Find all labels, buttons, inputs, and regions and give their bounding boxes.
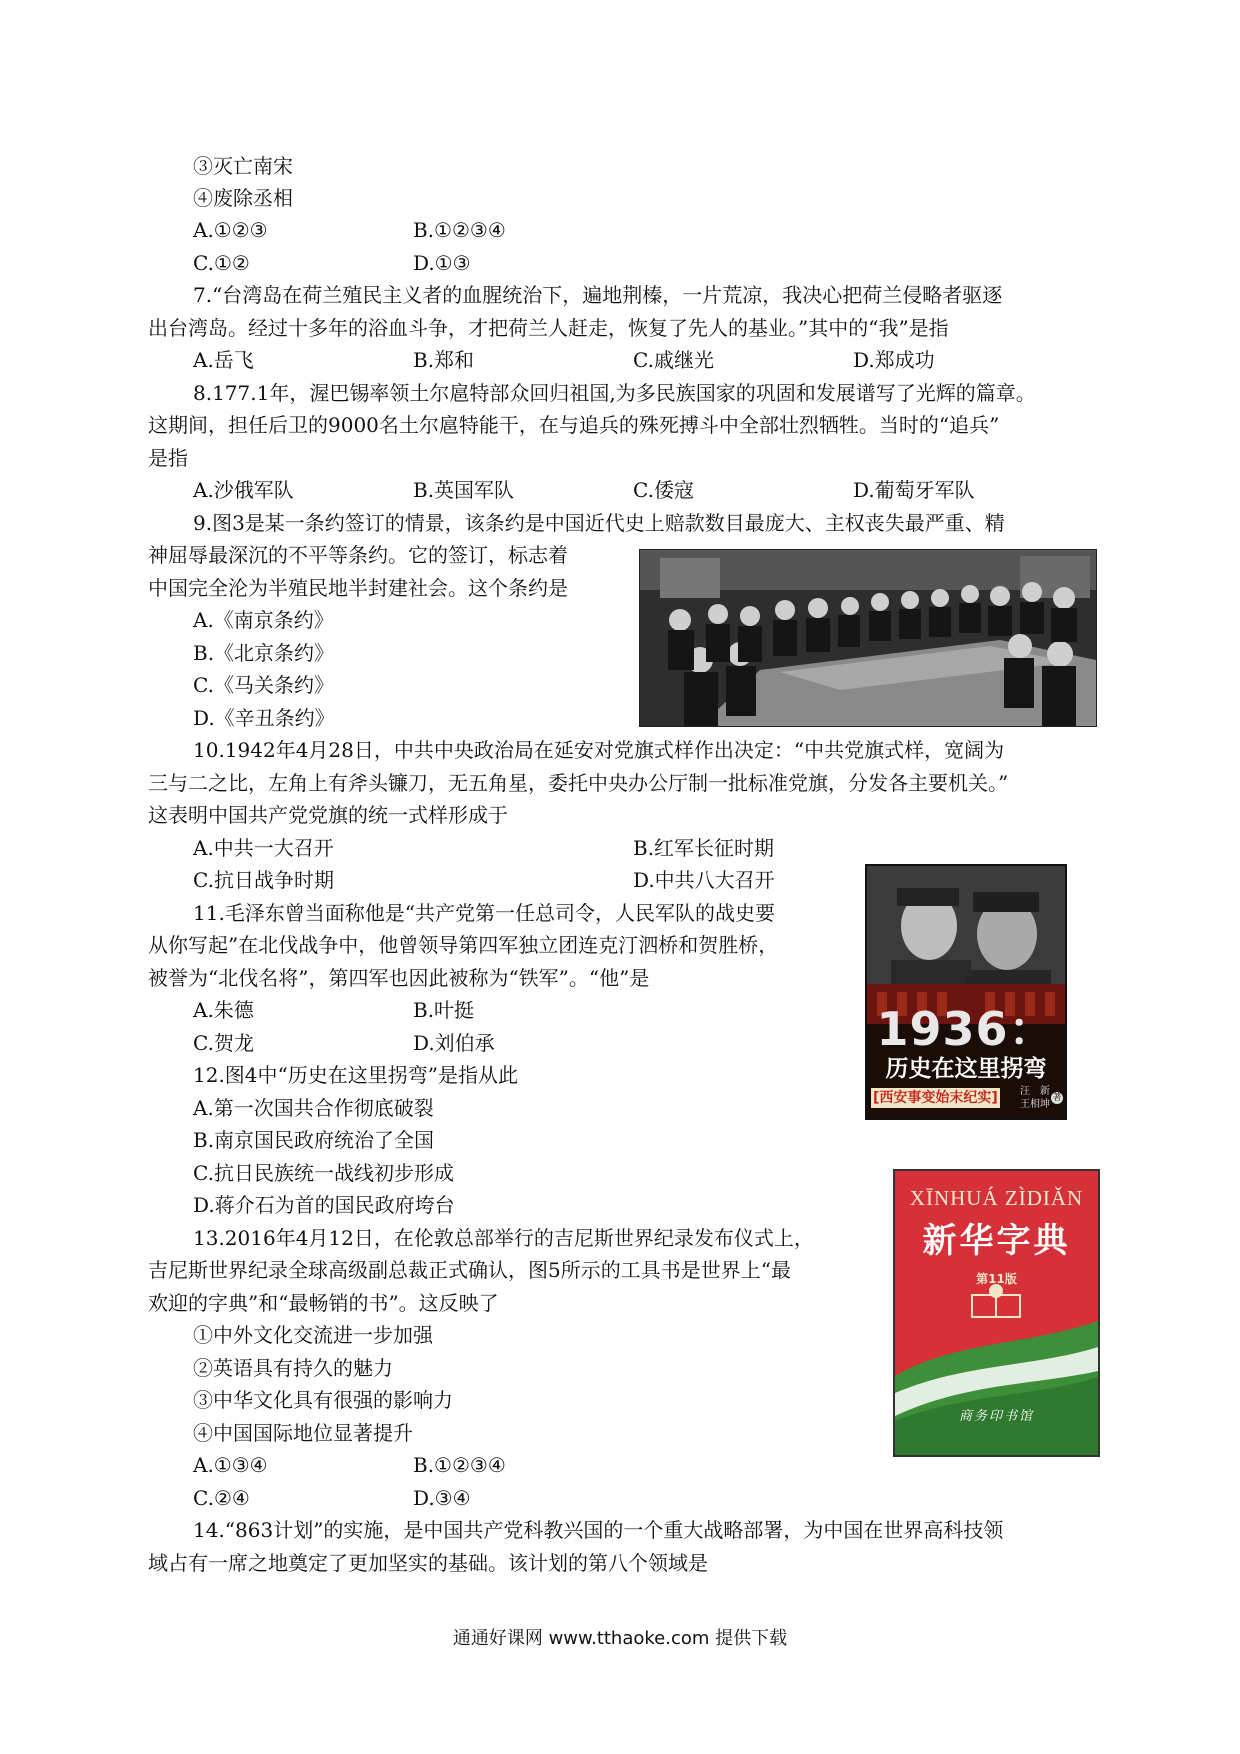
q7-text-line2: 出台湾岛。经过十多年的浴血斗争，才把荷兰人赶走，恢复了先人的基业。”其中的“我”是指 bbox=[148, 316, 949, 340]
q7-option-a: A.岳飞 bbox=[193, 348, 254, 372]
book1-author-1: 汪 新 bbox=[1020, 1086, 1050, 1097]
q8-option-d: D.葡萄牙军队 bbox=[853, 478, 975, 502]
q9-text-line2: 神屈辱最深沉的不平等条约。它的签订，标志着 bbox=[148, 543, 568, 567]
book1-author-mark: 著 bbox=[1052, 1093, 1062, 1103]
q12-option-b: B.南京国民政府统治了全国 bbox=[193, 1128, 435, 1152]
q7-option-b: B.郑和 bbox=[413, 348, 475, 372]
q6-option-b: B.①②③④ bbox=[413, 218, 506, 242]
q9-option-b: B.《北京条约》 bbox=[193, 641, 335, 665]
q12-option-d: D.蒋介石为首的国民政府垮台 bbox=[193, 1193, 455, 1217]
q12-text-line1: 12.图4中“历史在这里拐弯”是指从此 bbox=[193, 1063, 518, 1087]
q8-option-b: B.英国军队 bbox=[413, 478, 515, 502]
q13-option-b: B.①②③④ bbox=[413, 1453, 506, 1477]
q11-text-line3: 被誉为“北伐名将”，第四军也因此被称为“铁军”。“他”是 bbox=[148, 966, 650, 990]
q8-text-line2: 这期间，担任后卫的9000名土尔扈特能干，在与追兵的殊死搏斗中全部壮烈牺牲。当时的“追兵” bbox=[148, 413, 1000, 437]
q13-item-2: ②英语具有持久的魅力 bbox=[193, 1356, 393, 1380]
q13-option-a: A.①③④ bbox=[193, 1453, 268, 1477]
q12-option-c: C.抗日民族统一战线初步形成 bbox=[193, 1161, 454, 1185]
q14-text-line2: 域占有一席之地奠定了更加坚实的基础。该计划的第八个领域是 bbox=[148, 1551, 708, 1575]
q13-item-1: ①中外文化交流进一步加强 bbox=[193, 1323, 433, 1347]
q8-text-line1: 8.177.1年，渥巴锡率领土尔扈特部众回归祖国,为多民族国家的巩固和发展谱写了光辉的篇章。 bbox=[193, 381, 1036, 405]
book1-author-2: 王相坤 bbox=[1020, 1099, 1050, 1110]
q9-option-d: D.《辛丑条约》 bbox=[193, 706, 335, 730]
q8-text-line3: 是指 bbox=[148, 446, 188, 470]
book1-subtitle: [西安事变始末纪实] bbox=[873, 1090, 998, 1106]
xinhua-dictionary-cover bbox=[893, 1169, 1100, 1457]
book-cover-1936 bbox=[865, 864, 1067, 1120]
q7-option-d: D.郑成功 bbox=[853, 348, 935, 372]
q11-option-c: C.贺龙 bbox=[193, 1031, 254, 1055]
q14-text-line1: 14.“863计划”的实施，是中国共产党科教兴国的一个重大战略部署，为中国在世界高科技领 bbox=[193, 1518, 1004, 1542]
q6-option-d: D.①③ bbox=[413, 251, 471, 275]
q8-option-c: C.倭寇 bbox=[633, 478, 694, 502]
q9-text-line1: 9.图3是某一条约签订的情景，该条约是中国近代史上赔款数目最庞大、主权丧失最严重、精 bbox=[193, 511, 1005, 535]
q9-option-a: A.《南京条约》 bbox=[193, 608, 334, 632]
q13-text-line3: 欢迎的字典”和“最畅销的书”。这反映了 bbox=[148, 1291, 499, 1315]
q8-option-a: A.沙俄军队 bbox=[193, 478, 294, 502]
q13-option-d: D.③④ bbox=[413, 1486, 471, 1510]
q6-option-a: A.①②③ bbox=[193, 218, 268, 242]
dictionary-publisher: 商务印书馆 bbox=[958, 1409, 1034, 1424]
dictionary-title: 新华字典 bbox=[922, 1221, 1071, 1261]
q10-option-b: B.红军长征时期 bbox=[633, 836, 775, 860]
treaty-photo-illustration bbox=[640, 550, 1096, 726]
q11-option-b: B.叶挺 bbox=[413, 998, 475, 1022]
dictionary-edition: 第11版 bbox=[976, 1272, 1017, 1286]
book1-title: 历史在这里拐弯 bbox=[885, 1056, 1047, 1082]
q7-text-line1: 7.“台湾岛在荷兰殖民主义者的血腥统治下，遍地荆榛，一片荒凉，我决心把荷兰侵略者驱逐 bbox=[193, 283, 1003, 307]
q6-option-c: C.①② bbox=[193, 251, 250, 275]
q10-option-d: D.中共八大召开 bbox=[633, 868, 775, 892]
q7-option-c: C.戚继光 bbox=[633, 348, 714, 372]
q11-text-line1: 11.毛泽东曾当面称他是“共产党第一任总司令，人民军队的战史要 bbox=[193, 901, 776, 925]
q10-option-c: C.抗日战争时期 bbox=[193, 868, 334, 892]
q11-option-a: A.朱德 bbox=[193, 998, 254, 1022]
q11-option-d: D.刘伯承 bbox=[413, 1031, 495, 1055]
q6-item-4: ④废除丞相 bbox=[193, 186, 293, 210]
q9-option-c: C.《马关条约》 bbox=[193, 673, 334, 697]
page-footer: 通通好课网 www.tthaoke.com 提供下载 bbox=[452, 1628, 788, 1649]
q10-text-line1: 10.1942年4月28日，中共中央政治局在延安对党旗式样作出决定：“中共党旗式样，宽阔为 bbox=[193, 738, 1005, 762]
q10-text-line3: 这表明中国共产党党旗的统一式样形成于 bbox=[148, 803, 508, 827]
dictionary-pinyin: XĪNHUÁ ZÌDIǍN bbox=[909, 1186, 1084, 1210]
q12-option-a: A.第一次国共合作彻底破裂 bbox=[193, 1096, 434, 1120]
q13-text-line1: 13.2016年4月12日，在伦敦总部举行的吉尼斯世界纪录发布仪式上， bbox=[193, 1226, 814, 1250]
q9-text-line3: 中国完全沦为半殖民地半封建社会。这个条约是 bbox=[148, 576, 568, 600]
q10-text-line2: 三与二之比，左角上有斧头镰刀，无五角星，委托中央办公厅制一批标准党旗，分发各主要机关。” bbox=[148, 771, 1009, 795]
q6-item-3: ③灭亡南宋 bbox=[193, 154, 293, 178]
book1-year: 1936： bbox=[876, 1002, 1056, 1056]
q10-option-a: A.中共一大召开 bbox=[193, 836, 334, 860]
q13-item-4: ④中国国际地位显著提升 bbox=[193, 1421, 413, 1445]
q13-text-line2: 吉尼斯世界纪录全球高级副总裁正式确认，图5所示的工具书是世界上“最 bbox=[148, 1258, 791, 1282]
q13-item-3: ③中华文化具有很强的影响力 bbox=[193, 1388, 453, 1412]
treaty-signing-photo bbox=[639, 549, 1097, 727]
q11-text-line2: 从你写起”在北伐战争中，他曾领导第四军独立团连克汀泗桥和贺胜桥， bbox=[148, 933, 779, 957]
q13-option-c: C.②④ bbox=[193, 1486, 250, 1510]
